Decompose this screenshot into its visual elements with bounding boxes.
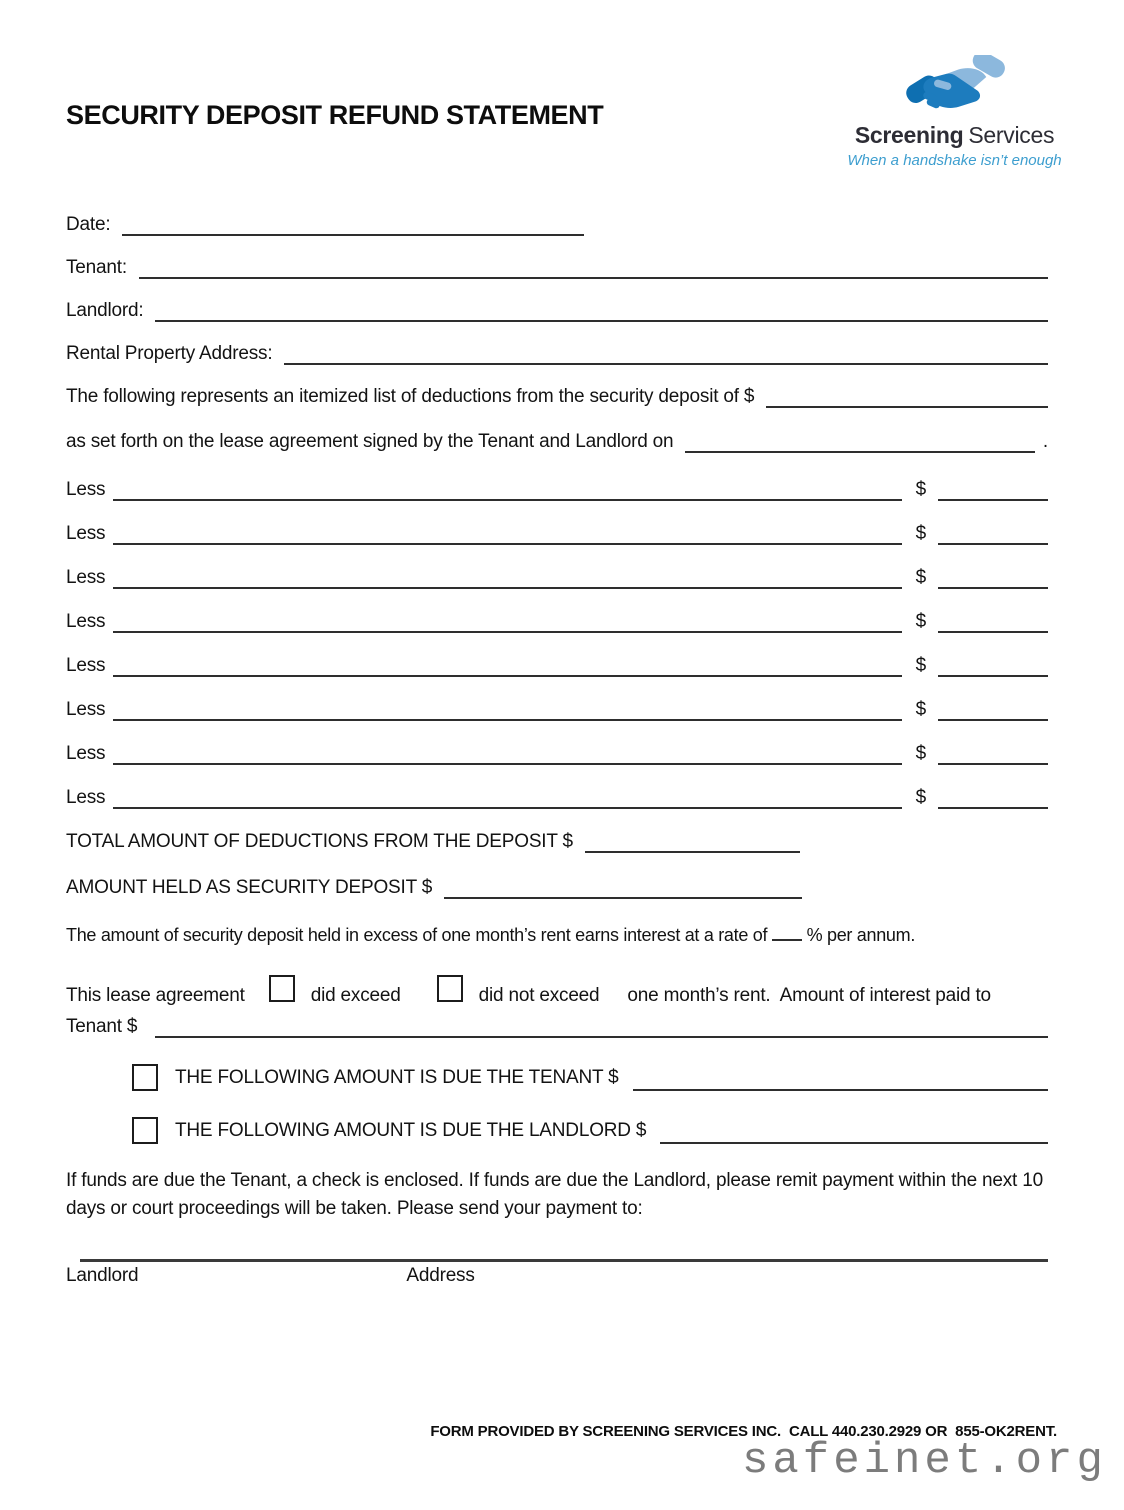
total-deductions-line[interactable] [585, 831, 800, 853]
tenant-line[interactable] [139, 257, 1048, 279]
deduction-row-5 [66, 655, 1048, 677]
rental-address-line[interactable] [284, 343, 1048, 365]
interest-rate-line[interactable] [772, 923, 802, 941]
deduction-row-4 [66, 611, 1048, 633]
signature-landlord-label: Landlord [66, 1265, 139, 1286]
signature-address-label: Address [406, 1265, 475, 1286]
less-label: Less [66, 479, 106, 500]
brand-name [847, 122, 1062, 149]
deduction-row-8 [66, 787, 1048, 809]
deduction-row-3 [66, 567, 1048, 589]
date-label: Date: [66, 214, 111, 235]
brand-name-regular: Services [968, 122, 1055, 148]
deduction-description-line[interactable] [113, 699, 901, 721]
date-row [66, 214, 1048, 236]
dollar-sign: $ [915, 611, 926, 632]
lease-date-row [66, 431, 1048, 453]
interest-paid-row [66, 1016, 1048, 1038]
deduction-row-6 [66, 699, 1048, 721]
did-exceed-checkbox[interactable] [269, 975, 295, 1002]
footer-text: FORM PROVIDED BY SCREENING SERVICES INC. CALL 440.230.2929 OR 855-OK2RENT. [430, 1423, 1057, 1440]
dollar-sign: $ [915, 479, 926, 500]
deduction-description-line[interactable] [113, 611, 901, 633]
identity-fields [66, 214, 1048, 365]
less-label: Less [66, 743, 106, 764]
deduction-amount-line[interactable] [938, 479, 1048, 501]
deposit-amount-line[interactable] [766, 386, 1048, 408]
deduction-amount-line[interactable] [938, 655, 1048, 677]
dollar-sign: $ [915, 655, 926, 676]
brand-tagline: When a handshake isn’t enough [847, 152, 1062, 169]
brand-logo [847, 55, 1062, 169]
dollar-sign: $ [915, 523, 926, 544]
interest-paid-line[interactable] [155, 1016, 1048, 1038]
deduction-row-2 [66, 523, 1048, 545]
funds-note: If funds are due the Tenant, a check is enclosed. If funds are due the Landlord, please remit payment within the next 10 days or court proceedings will be taken. Please send your payment to: [66, 1170, 1043, 1219]
deduction-description-line[interactable] [113, 567, 901, 589]
intro-line1-text: The following represents an itemized list of deductions from the security deposit of $ [66, 386, 755, 407]
due-landlord-checkbox[interactable] [132, 1117, 158, 1144]
landlord-line[interactable] [155, 300, 1048, 322]
signature-labels [66, 1265, 1048, 1287]
deduction-description-line[interactable] [113, 523, 901, 545]
deduction-description-line[interactable] [113, 787, 901, 809]
lease-prefix-text: This lease agreement [66, 985, 245, 1006]
deposit-amount-row [66, 386, 1048, 408]
tenant-row [66, 257, 1048, 279]
due-tenant-checkbox[interactable] [132, 1064, 158, 1091]
rental-address-row [66, 343, 1048, 365]
form-page [0, 55, 1124, 1287]
tenant-label: Tenant: [66, 257, 127, 278]
less-label: Less [66, 523, 106, 544]
total-deductions-row [66, 831, 1048, 853]
less-label: Less [66, 699, 106, 720]
brand-name-bold: Screening [854, 122, 964, 148]
due-tenant-row [132, 1064, 1048, 1091]
header [66, 55, 1062, 169]
landlord-row [66, 300, 1048, 322]
dollar-sign: $ [915, 567, 926, 588]
deduction-amount-line[interactable] [938, 523, 1048, 545]
deduction-amount-line[interactable] [938, 699, 1048, 721]
did-not-exceed-checkbox[interactable] [437, 975, 463, 1002]
less-label: Less [66, 787, 106, 808]
deduction-description-line[interactable] [113, 479, 901, 501]
deduction-amount-line[interactable] [938, 787, 1048, 809]
less-label: Less [66, 567, 106, 588]
deduction-amount-line[interactable] [938, 567, 1048, 589]
lease-suffix-text: one month’s rent. Amount of interest paid to [627, 985, 991, 1006]
deduction-amount-line[interactable] [938, 611, 1048, 633]
deduction-row-1 [66, 479, 1048, 501]
lease-date-line[interactable] [685, 431, 1034, 453]
total-deductions-label: TOTAL AMOUNT OF DEDUCTIONS FROM THE DEPOSIT $ [66, 831, 573, 852]
totals [66, 831, 1048, 899]
dollar-sign: $ [915, 787, 926, 808]
watermark-text: safeinet.org [742, 1436, 1107, 1486]
intro-line2-text: as set forth on the lease agreement signed by the Tenant and Landlord on [66, 431, 674, 452]
interest-sentence-suffix: % per annum. [806, 925, 916, 945]
tenant-amount-label: Tenant $ [66, 1016, 138, 1037]
less-label: Less [66, 611, 106, 632]
signature-line[interactable] [80, 1259, 1048, 1262]
deductions-list [66, 479, 1048, 809]
did-not-exceed-label: did not exceed [478, 985, 600, 1006]
dollar-sign: $ [915, 743, 926, 764]
deduction-row-7 [66, 743, 1048, 765]
deduction-description-line[interactable] [113, 743, 901, 765]
landlord-label: Landlord: [66, 300, 144, 321]
less-label: Less [66, 655, 106, 676]
page-title: SECURITY DEPOSIT REFUND STATEMENT [66, 100, 604, 130]
due-landlord-label: THE FOLLOWING AMOUNT IS DUE THE LANDLORD $ [175, 1119, 647, 1141]
intro-paragraph [66, 386, 1048, 453]
due-landlord-row [132, 1117, 1048, 1144]
due-tenant-label: THE FOLLOWING AMOUNT IS DUE THE TENANT $ [175, 1066, 619, 1088]
deduction-description-line[interactable] [113, 655, 901, 677]
interest-sentence-prefix: The amount of security deposit held in excess of one month’s rent earns interest at a rate of [66, 925, 768, 945]
deduction-amount-line[interactable] [938, 743, 1048, 765]
did-exceed-label: did exceed [310, 985, 401, 1006]
rental-address-label: Rental Property Address: [66, 343, 273, 364]
due-landlord-amount-line[interactable] [660, 1122, 1048, 1144]
date-line[interactable] [122, 214, 584, 236]
intro-period: . [1042, 431, 1048, 452]
due-tenant-amount-line[interactable] [633, 1069, 1048, 1091]
lease-exceed-row [66, 975, 1048, 1007]
amount-held-line[interactable] [444, 877, 802, 899]
handshake-icon [904, 55, 1006, 118]
dollar-sign: $ [915, 699, 926, 720]
interest-sentence [66, 923, 1048, 946]
amount-held-row [66, 877, 1048, 899]
amount-held-label: AMOUNT HELD AS SECURITY DEPOSIT $ [66, 877, 433, 898]
